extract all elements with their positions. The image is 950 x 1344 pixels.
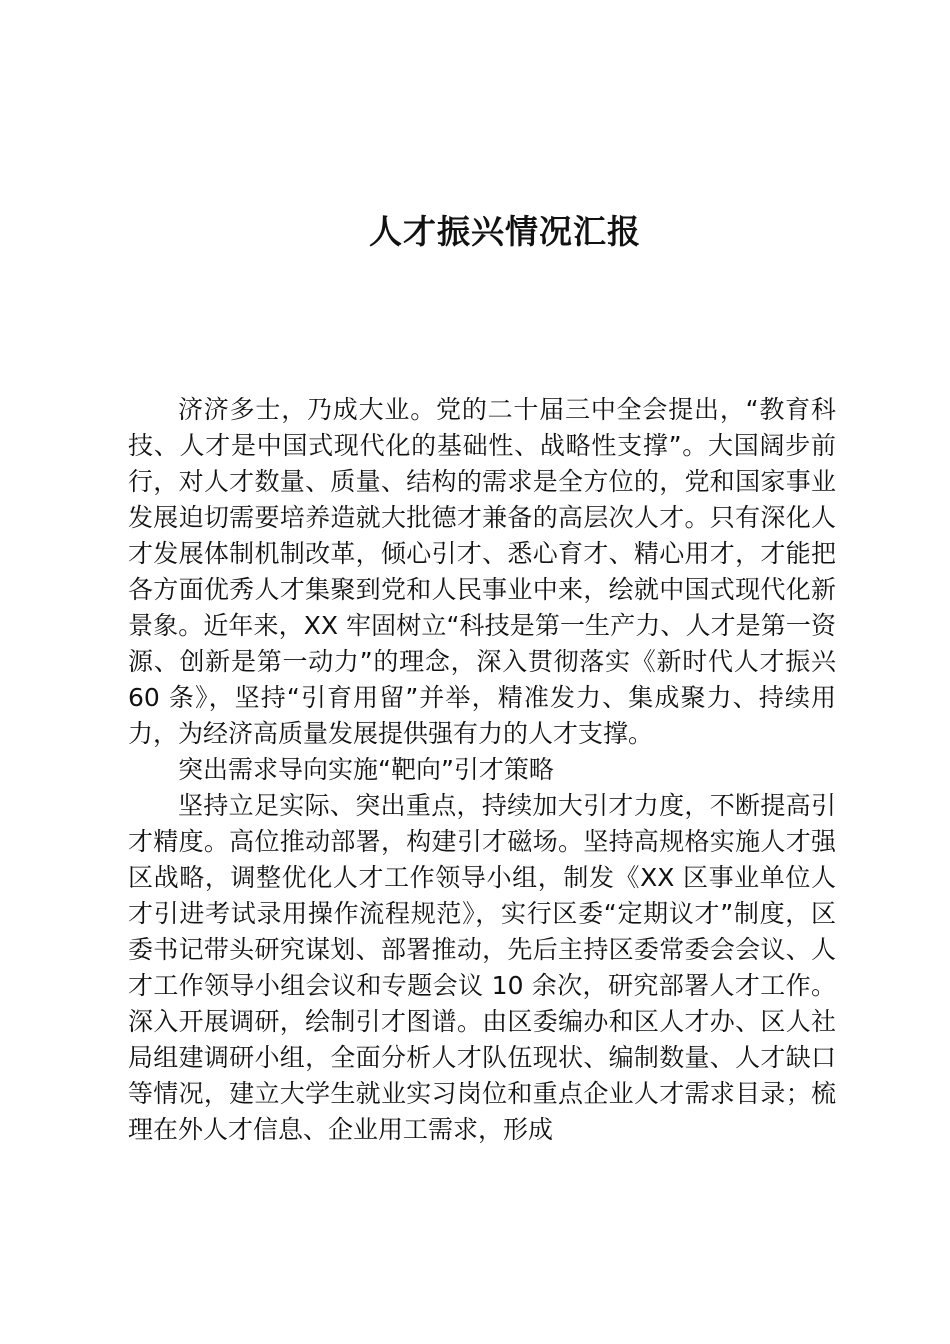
document-title: 人才振兴情况汇报 bbox=[369, 212, 641, 251]
document-body bbox=[128, 392, 836, 1148]
section-heading: 突出需求导向实施“靶向”引才策略 bbox=[178, 755, 554, 784]
intro-paragraph: 济济多士，乃成大业。党的二十届三中全会提出，“教育科技、人才是中国式现代化的基础性、战略性支撑”。大国阔步前行，对人才数量、质量、结构的需求是全方位的，党和国家事业发展迫切需要培养造就大批德才兼备的高层次人才。只有深化人才发展体制机制改革，倾心引才、悉心育才、精心用才，才能把各方面优秀人才集聚到党和人民事业中来，绘就中国式现代化新景象。近年来，XX 牢固树立“科技是第一生产力、人才是第一资源、创新是第一动力”的理念，深入贯彻落实《新时代人才振兴 60 条》，坚持“引育用留”并举，精准发力、集成聚力、持续用力，为经济高质量发展提供强有力的人才支撑。 bbox=[128, 395, 836, 748]
section-paragraph: 坚持立足实际、突出重点，持续加大引才力度，不断提高引才精度。高位推动部署，构建引才磁场。坚持高规格实施人才强区战略，调整优化人才工作领导小组，制发《XX 区事业单位人才引进考试录用操作流程规范》，实行区委“定期议才”制度，区委书记带头研究谋划、部署推动，先后主持区委常委会会议、人才工作领导小组会议和专题会议 10 余次，研究部署人才工作。深入开展调研，绘制引才图谱。由区委编办和区人才办、区人社局组建调研小组，全面分析人才队伍现状、编制数量、人才缺口等情况，建立大学生就业实习岗位和重点企业人才需求目录；梳理在外人才信息、企业用工需求，形成 bbox=[128, 791, 836, 1144]
